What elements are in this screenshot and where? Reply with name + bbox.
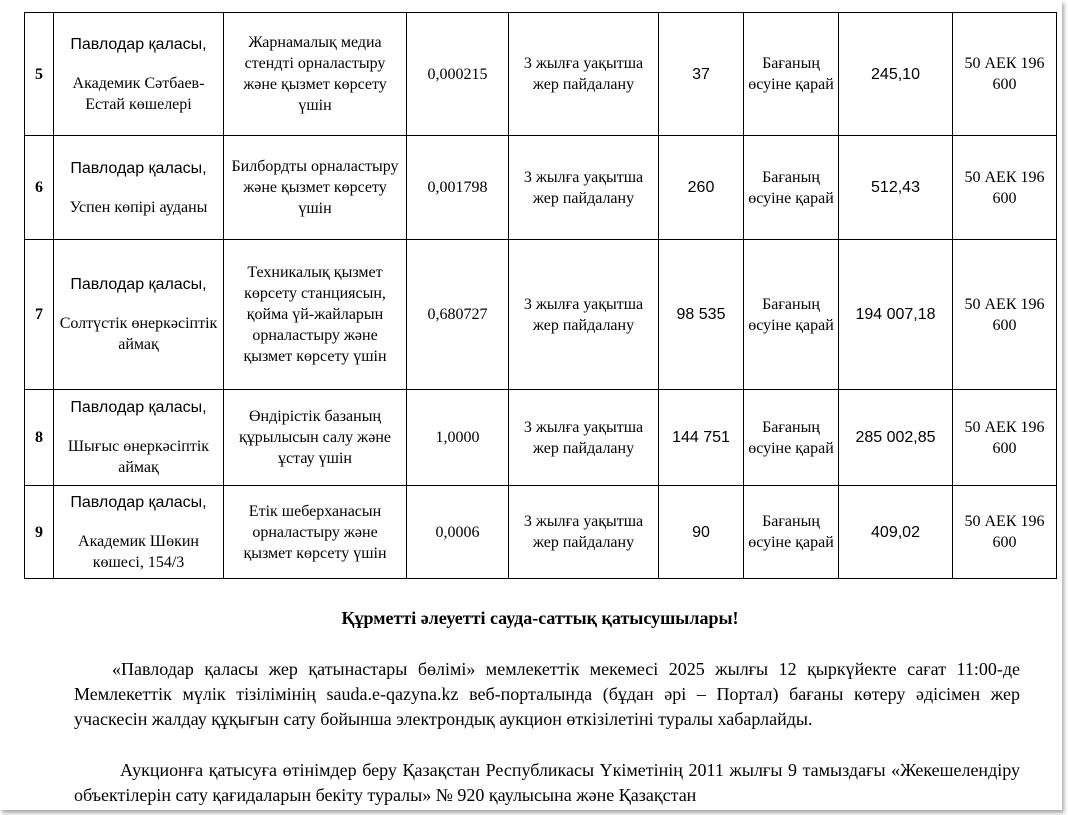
lot-city: Павлодар қаласы, (70, 276, 207, 293)
lot-street: Шығыс өнеркәсіптік аймақ (67, 438, 210, 476)
lot-cadastral-value: 90 (659, 486, 744, 579)
lot-purpose: Билбордты орналастыру және қызмет көрсету үшін (224, 136, 407, 240)
lot-term: 3 жылға уақытша жер пайдалану (509, 13, 659, 136)
lot-starting-price: 512,43 (839, 136, 953, 240)
lot-location (54, 13, 224, 136)
table-row (25, 13, 1057, 136)
lot-starting-price: 245,10 (839, 13, 953, 136)
lot-term: 3 жылға уақытша жер пайдалану (509, 486, 659, 579)
table-row (25, 136, 1057, 240)
lot-area: 0,0006 (407, 486, 509, 579)
lots-table (24, 12, 1057, 579)
lot-guarantee-fee: 50 АЕК 196 600 (953, 486, 1057, 579)
lot-city: Павлодар қаласы, (70, 159, 207, 177)
lot-starting-price: 194 007,18 (839, 240, 953, 390)
lot-location (54, 390, 224, 486)
lot-street: Солтүстік өнеркәсіптік аймақ (59, 315, 218, 353)
lot-purpose: Өндірістік базаның құрылысын салу және ұстау үшін (224, 390, 407, 486)
lot-term: 3 жылға уақытша жер пайдалану (509, 240, 659, 390)
lot-auction-method: Бағаның өсуіне қарай (744, 13, 839, 136)
table-row (25, 390, 1057, 486)
lot-street: Успен көпірі ауданы (69, 198, 208, 216)
lot-cadastral-value: 98 535 (659, 240, 744, 390)
lot-city: Павлодар қаласы, (70, 493, 207, 511)
lot-term: 3 жылға уақытша жер пайдалану (509, 390, 659, 486)
lot-street: Академик Шөкин көшесі, 154/3 (78, 532, 199, 571)
lot-auction-method: Бағаның өсуіне қарай (744, 486, 839, 579)
lot-guarantee-fee: 50 АЕК 196 600 (953, 240, 1057, 390)
lot-number: 7 (25, 240, 54, 390)
announcement-paragraph: «Павлодар қаласы жер қатынастары бөлімі» мемлекеттік мекемесі 2025 жылғы 12 қыркүйекте сағат 11:00-де Мемлекеттік мүлік тізілімінің sauda.e-qazyna.kz веб-порталында (бұдан әрі – Портал) бағаны көтеру әдісімен жер учаскесін жалдау құқығын сату бойынша электрондық аукцион өткізілетіні туралы хабарлайды. (74, 659, 1020, 729)
lot-street: Академик Сәтбаев-Естай көшелері (72, 74, 205, 113)
lot-location (54, 486, 224, 579)
table-row (25, 240, 1057, 390)
lot-guarantee-fee: 50 АЕК 196 600 (953, 136, 1057, 240)
lot-cadastral-value: 144 751 (659, 390, 744, 486)
lot-auction-method: Бағаның өсуіне қарай (744, 136, 839, 240)
application-paragraph: Аукционға қатысуға өтінімдер беру Қазақстан Республикасы Үкіметінің 2011 жылғы 9 тамыздағы «Жекешелендіру объектілерін сату қағидаларын бекіту туралы» № 920 қаулысына және Қазақстан (74, 760, 1020, 805)
lot-term: 3 жылға уақытша жер пайдалану (509, 136, 659, 240)
lot-cadastral-value: 37 (659, 13, 744, 136)
lot-area: 0,001798 (407, 136, 509, 240)
lot-location (54, 136, 224, 240)
lot-auction-method: Бағаның өсуіне қарай (744, 240, 839, 390)
lot-purpose: Жарнамалық медиа стендті орналастыру және қызмет көрсету үшін (224, 13, 407, 136)
lot-number: 5 (25, 13, 54, 136)
lot-city: Павлодар қаласы, (70, 35, 207, 53)
table-row (25, 486, 1057, 579)
lot-starting-price: 285 002,85 (839, 390, 953, 486)
lot-guarantee-fee: 50 АЕК 196 600 (953, 13, 1057, 136)
lot-city: Павлодар қаласы, (70, 399, 207, 416)
lot-location (54, 240, 224, 390)
lot-purpose: Техникалық қызмет көрсету станциясын, қойма үй-жайларын орналастыру және қызмет көрсету үшін (224, 240, 407, 390)
lot-area: 0,000215 (407, 13, 509, 136)
lot-auction-method: Бағаның өсуіне қарай (744, 390, 839, 486)
appeal-heading: Құрметті әлеуетті сауда-саттық қатысушылары! (341, 608, 739, 628)
lot-number: 6 (25, 136, 54, 240)
lot-cadastral-value: 260 (659, 136, 744, 240)
lot-starting-price: 409,02 (839, 486, 953, 579)
lot-guarantee-fee: 50 АЕК 196 600 (953, 390, 1057, 486)
lot-area: 1,0000 (407, 390, 509, 486)
lot-number: 9 (25, 486, 54, 579)
lot-number: 8 (25, 390, 54, 486)
lot-area: 0,680727 (407, 240, 509, 390)
lot-purpose: Етік шеберханасын орналастыру және қызмет көрсету үшін (224, 486, 407, 579)
